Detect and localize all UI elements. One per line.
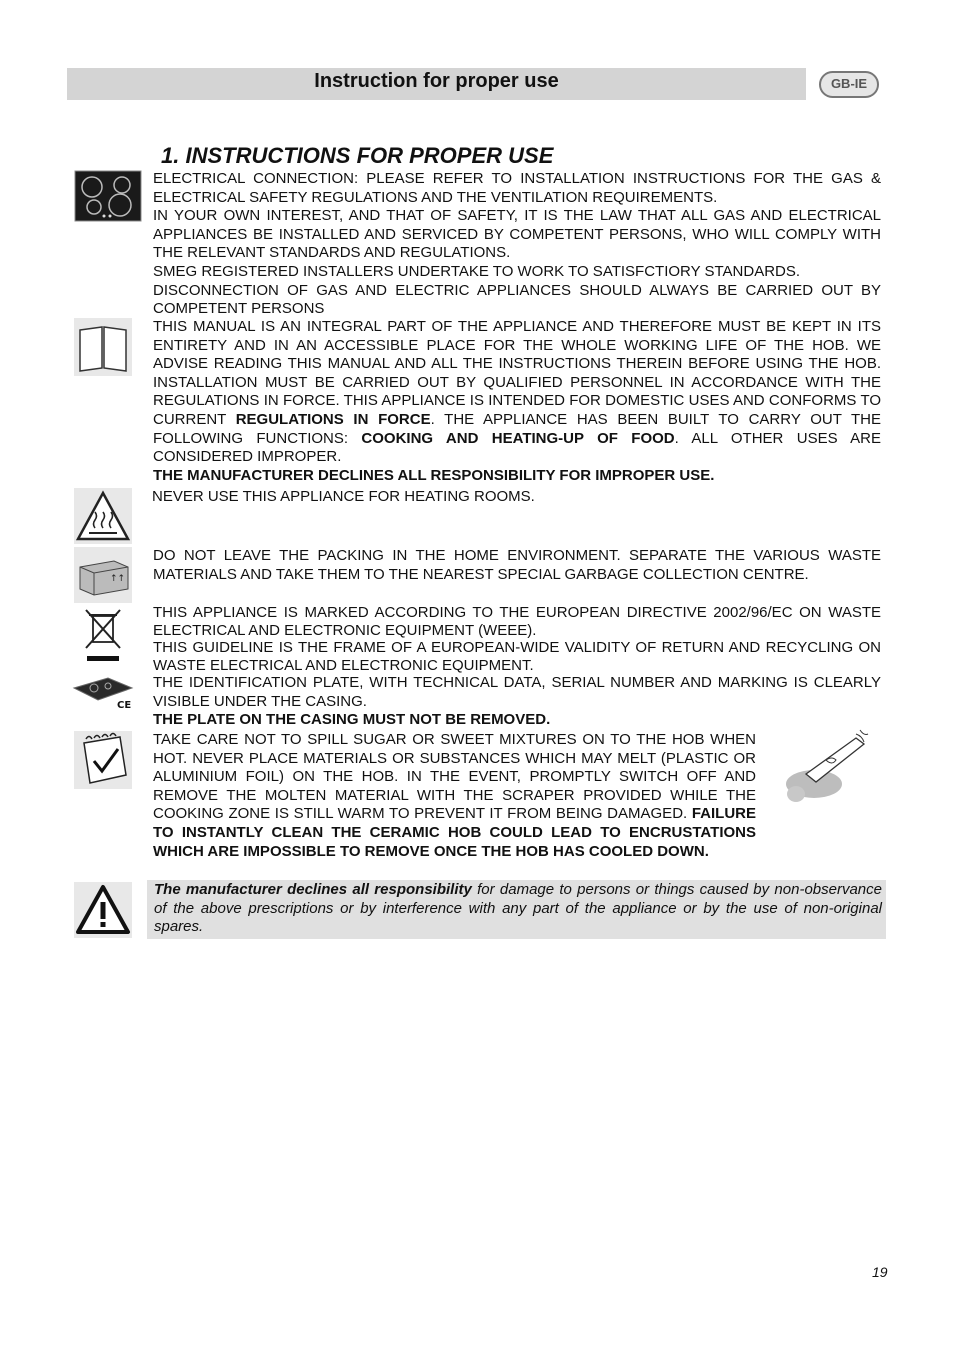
paragraph: THE IDENTIFICATION PLATE, WITH TECHNICAL DATA, SERIAL NUMBER AND MARKING IS CLEARLY VISIBLE UNDER THE CASING. <box>153 674 881 710</box>
text-span: TAKE CARE NOT TO SPILL SUGAR OR SWEET MIXTURES ON TO THE HOB WHEN HOT. NEVER PLACE MATERIALS OR SUBSTANCES WHICH MAY MELT (PLASTIC OR ALUMINIUM FOIL) ON THE HOB. IN THE EVENT, PROMPTLY SWITCH OFF AND REMOVE THE MOLTEN MATERIAL WITH THE SCRAPER PROVIDED WHILE THE COOKING ZONE IS STILL WARM TO PREVENT IT FROM BEING DAMAGED. <box>153 731 756 823</box>
bold-text: THE MANUFACTURER DECLINES ALL RESPONSIBILITY FOR IMPROPER USE. <box>153 466 715 484</box>
packing-box-icon <box>74 547 132 603</box>
svg-text:CE: CE <box>117 700 132 710</box>
care-text <box>153 731 756 861</box>
svg-text:↑↑: ↑↑ <box>110 574 126 584</box>
paragraph <box>153 318 881 467</box>
warning-text <box>154 881 882 937</box>
manual-book-icon <box>74 318 132 376</box>
text-span: THIS MANUAL IS AN INTEGRAL PART OF THE APPLIANCE AND THEREFORE MUST BE KEPT IN ITS ENTIRETY AND IN AN ACCESSIBLE PLACE FOR THE WHOLE WORKING LIFE OF THE HOB. WE ADVISE READING THIS MANUAL AND ALL THE INSTRUCTIONS THEREIN BEFORE USING THE HOB. INSTALLATION MUST BE CARRIED OUT BY QUALIFIED PERSONNEL IN ACCORDANCE WITH THE REGULATIONS IN FORCE. THIS APPLIANCE IS INTENDED FOR DOMESTIC USES AND CONFORMS TO CURRENT <box>153 318 881 428</box>
bold-text: THE PLATE ON THE CASING MUST NOT BE REMOVED. <box>153 711 551 729</box>
paragraph <box>153 711 881 730</box>
paragraph <box>153 467 881 486</box>
weee-text <box>153 604 881 674</box>
hot-surface-icon <box>74 488 132 544</box>
bold-text: REGULATIONS IN FORCE <box>235 410 431 428</box>
ceramic-hob-icon <box>74 170 142 222</box>
text-span: for damage to persons or things caused by non-observance of the above prescriptions or by interference with any part of the appliance or by the use of non-original spares. <box>154 881 882 936</box>
weee-bin-icon <box>74 604 132 664</box>
language-badge: GB-IE <box>819 71 879 98</box>
packing-text: DO NOT LEAVE THE PACKING IN THE HOME ENVIRONMENT. SEPARATE THE VARIOUS WASTE MATERIALS AND TAKE THEM TO THE NEAREST SPECIAL GARBAGE COLLECTION CENTRE. <box>153 547 881 583</box>
paragraph: THIS APPLIANCE IS MARKED ACCORDING TO THE EUROPEAN DIRECTIVE 2002/96/EC ON WASTE ELECTRICAL AND ELECTRONIC EQUIPMENT (WEEE). <box>153 604 881 639</box>
identification-plate-icon <box>72 674 134 710</box>
bold-text: The manufacturer declines all responsibility <box>154 881 472 898</box>
page-header-title: Instruction for proper use <box>314 70 559 92</box>
section-heading: 1. INSTRUCTIONS FOR PROPER USE <box>161 143 554 168</box>
bold-text: FAILURE TO INSTANTLY CLEAN THE CERAMIC HOB COULD LEAD TO ENCRUSTATIONS WHICH ARE IMPOSSIBLE TO REMOVE ONCE THE HOB HAS COOLED DOWN. <box>153 805 756 860</box>
header-bar <box>67 68 806 100</box>
paragraph: THIS GUIDELINE IS THE FRAME OF A EUROPEAN-WIDE VALIDITY OF RETURN AND RECYCLING ON WASTE ELECTRICAL AND ELECTRONIC EQUIPMENT. <box>153 639 881 674</box>
paragraph: SMEG REGISTERED INSTALLERS UNDERTAKE TO WORK TO SATISFCTIORY STANDARDS. <box>153 262 801 280</box>
paragraph: DISCONNECTION OF GAS AND ELECTRIC APPLIANCES SHOULD ALWAYS BE CARRIED OUT BY COMPETENT PERSONS <box>153 281 881 318</box>
bold-text: COOKING AND HEATING-UP OF FOOD <box>361 429 675 447</box>
paragraph: IN YOUR OWN INTEREST, AND THAT OF SAFETY, IT IS THE LAW THAT ALL GAS AND ELECTRICAL APPLIANCES BE INSTALLED AND SERVICED BY COMPETENT PERSONS, WHO WILL COMPLY WITH THE RELEVANT STANDARDS AND REGULATIONS. <box>153 207 881 262</box>
heating-text: NEVER USE THIS APPLIANCE FOR HEATING ROOMS. <box>152 488 535 505</box>
manual-text <box>153 318 881 485</box>
text-span: . THE APPLIANCE HAS BEEN BUILT TO CARRY OUT THE FOLLOWING FUNCTIONS: <box>153 410 881 447</box>
warning-triangle-icon <box>74 882 132 938</box>
plate-text <box>153 674 881 730</box>
electrical-connection-text <box>153 170 881 319</box>
paragraph: ELECTRICAL CONNECTION: PLEASE REFER TO INSTALLATION INSTRUCTIONS FOR THE GAS & ELECTRICAL SAFETY REGULATIONS AND THE VENTILATION REQUIREMENTS. <box>153 170 881 206</box>
scraper-illustration <box>776 728 872 810</box>
text-span: . ALL OTHER USES ARE CONSIDERED IMPROPER. <box>153 429 881 466</box>
paragraph <box>153 731 756 861</box>
page-number: 19 <box>872 1264 888 1280</box>
checklist-icon <box>74 731 132 789</box>
